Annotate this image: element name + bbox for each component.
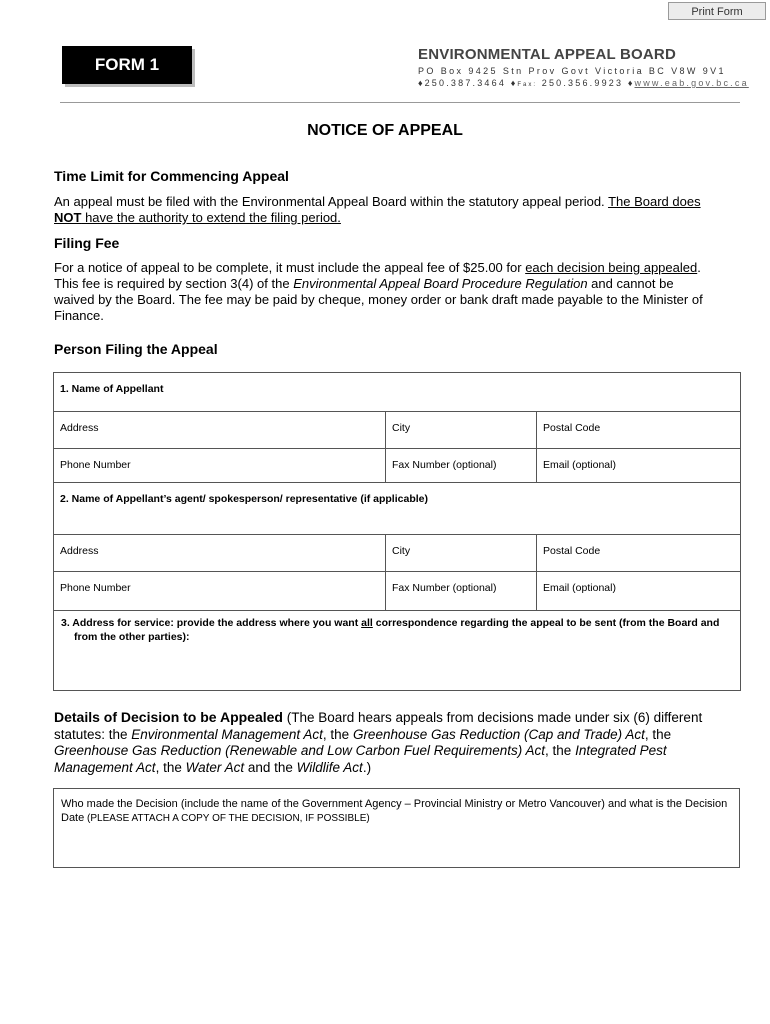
- time-limit-heading: Time Limit for Commencing Appeal: [54, 168, 289, 184]
- details-heading: Details of Decision to be Appealed: [54, 709, 283, 725]
- service-label-1: 3. Address for service: provide the address where you want: [61, 617, 362, 629]
- appellant-postal-code-field[interactable]: Postal Code: [537, 412, 741, 449]
- decision-box-text: Who made the Decision (include the name of the Government Agency – Provincial Ministry or Metro Vancouver) and what is the Decision Date: [61, 798, 728, 824]
- web-diamond-icon: ♦: [627, 78, 633, 88]
- appellant-fax-field[interactable]: Fax Number (optional): [386, 449, 537, 483]
- time-limit-not: NOT: [54, 210, 82, 225]
- time-limit-text-underlined-2: have the authority to extend the filing period.: [81, 210, 341, 225]
- details-text-2: , the: [322, 726, 353, 742]
- agent-address-field[interactable]: Address: [54, 535, 386, 572]
- board-name: ENVIRONMENTAL APPEAL BOARD: [418, 46, 676, 63]
- agent-fax-field[interactable]: Fax Number (optional): [386, 572, 537, 611]
- agent-city-field[interactable]: City: [386, 535, 537, 572]
- filing-fee-text: [54, 260, 704, 324]
- fax-diamond-icon: ♦: [510, 78, 516, 88]
- appellant-form-table: [53, 372, 741, 691]
- board-contacts: [418, 78, 749, 88]
- statute-4: Integrated Pest Management Act: [54, 743, 667, 775]
- service-label-2: correspondence regarding the appeal to be sent (from the Board and from the other parties):: [74, 617, 720, 643]
- details-of-decision-text: [54, 709, 744, 776]
- decision-box-attach-note: (PLEASE ATTACH A COPY OF THE DECISION, IF POSSIBLE): [84, 813, 370, 824]
- filing-fee-text-2: . This fee is required by section 3(4) of the: [54, 260, 701, 291]
- address-for-service-field[interactable]: [54, 611, 741, 691]
- regulation-name: Environmental Appeal Board Procedure Regulation: [293, 276, 588, 291]
- appellant-phone-field[interactable]: Phone Number: [54, 449, 386, 483]
- board-phone: 250.387.3464: [424, 78, 507, 88]
- person-filing-heading: Person Filing the Appeal: [54, 341, 218, 357]
- statute-3: Greenhouse Gas Reduction (Renewable and Low Carbon Fuel Requirements) Act: [54, 743, 546, 758]
- print-form-button[interactable]: Print Form: [668, 2, 766, 20]
- decision-maker-field[interactable]: [53, 788, 740, 868]
- agent-email-field[interactable]: Email (optional): [537, 572, 741, 611]
- details-text-4: , the: [545, 743, 576, 758]
- board-fax: 250.356.9923: [541, 78, 624, 88]
- service-label-all: all: [361, 617, 373, 629]
- agent-postal-code-field[interactable]: Postal Code: [537, 535, 741, 572]
- filing-fee-underlined: each decision being appealed: [525, 260, 698, 275]
- filing-fee-heading: Filing Fee: [54, 235, 120, 251]
- statute-2: Greenhouse Gas Reduction (Cap and Trade) Act: [352, 726, 645, 742]
- filing-fee-text-3: and cannot be waived by the Board. The fee may be paid by cheque, money order or bank draft made payable to the Minister of Finance.: [54, 276, 703, 323]
- details-text-7: .): [362, 759, 372, 775]
- time-limit-text: [54, 194, 704, 226]
- agent-phone-field[interactable]: Phone Number: [54, 572, 386, 611]
- appellant-city-field[interactable]: City: [386, 412, 537, 449]
- time-limit-text-plain: An appeal must be filed with the Environmental Appeal Board within the statutory appeal period.: [54, 194, 609, 209]
- filing-fee-text-1: For a notice of appeal to be complete, it must include the appeal fee of $25.00 for: [54, 260, 526, 275]
- details-text-3: , the: [644, 726, 672, 742]
- time-limit-text-underlined: The Board does: [608, 194, 701, 209]
- form-number-badge: FORM 1: [62, 46, 192, 84]
- fax-label: Fax:: [517, 82, 538, 88]
- appellant-email-field[interactable]: Email (optional): [537, 449, 741, 483]
- statute-1: Environmental Management Act: [131, 726, 323, 742]
- details-text-5: , the: [155, 759, 186, 775]
- appellant-name-field[interactable]: 1. Name of Appellant: [54, 373, 741, 412]
- appellant-address-field[interactable]: Address: [54, 412, 386, 449]
- board-website-link[interactable]: www.eab.gov.bc.ca: [634, 78, 749, 88]
- board-address: PO Box 9425 Stn Prov Govt Victoria BC V8W 9V1: [418, 66, 726, 76]
- agent-name-field[interactable]: 2. Name of Appellant’s agent/ spokesperson/ representative (if applicable): [54, 483, 741, 535]
- phone-diamond-icon: ♦: [418, 78, 423, 88]
- statute-6: Wildlife Act: [296, 759, 363, 775]
- page-title: NOTICE OF APPEAL: [307, 122, 463, 139]
- details-text-1: (The Board hears appeals from decisions made under six (6) different statutes: the: [54, 710, 703, 742]
- header-divider: [60, 102, 740, 103]
- details-text-6: and the: [244, 759, 297, 775]
- statute-5: Water Act: [185, 759, 245, 775]
